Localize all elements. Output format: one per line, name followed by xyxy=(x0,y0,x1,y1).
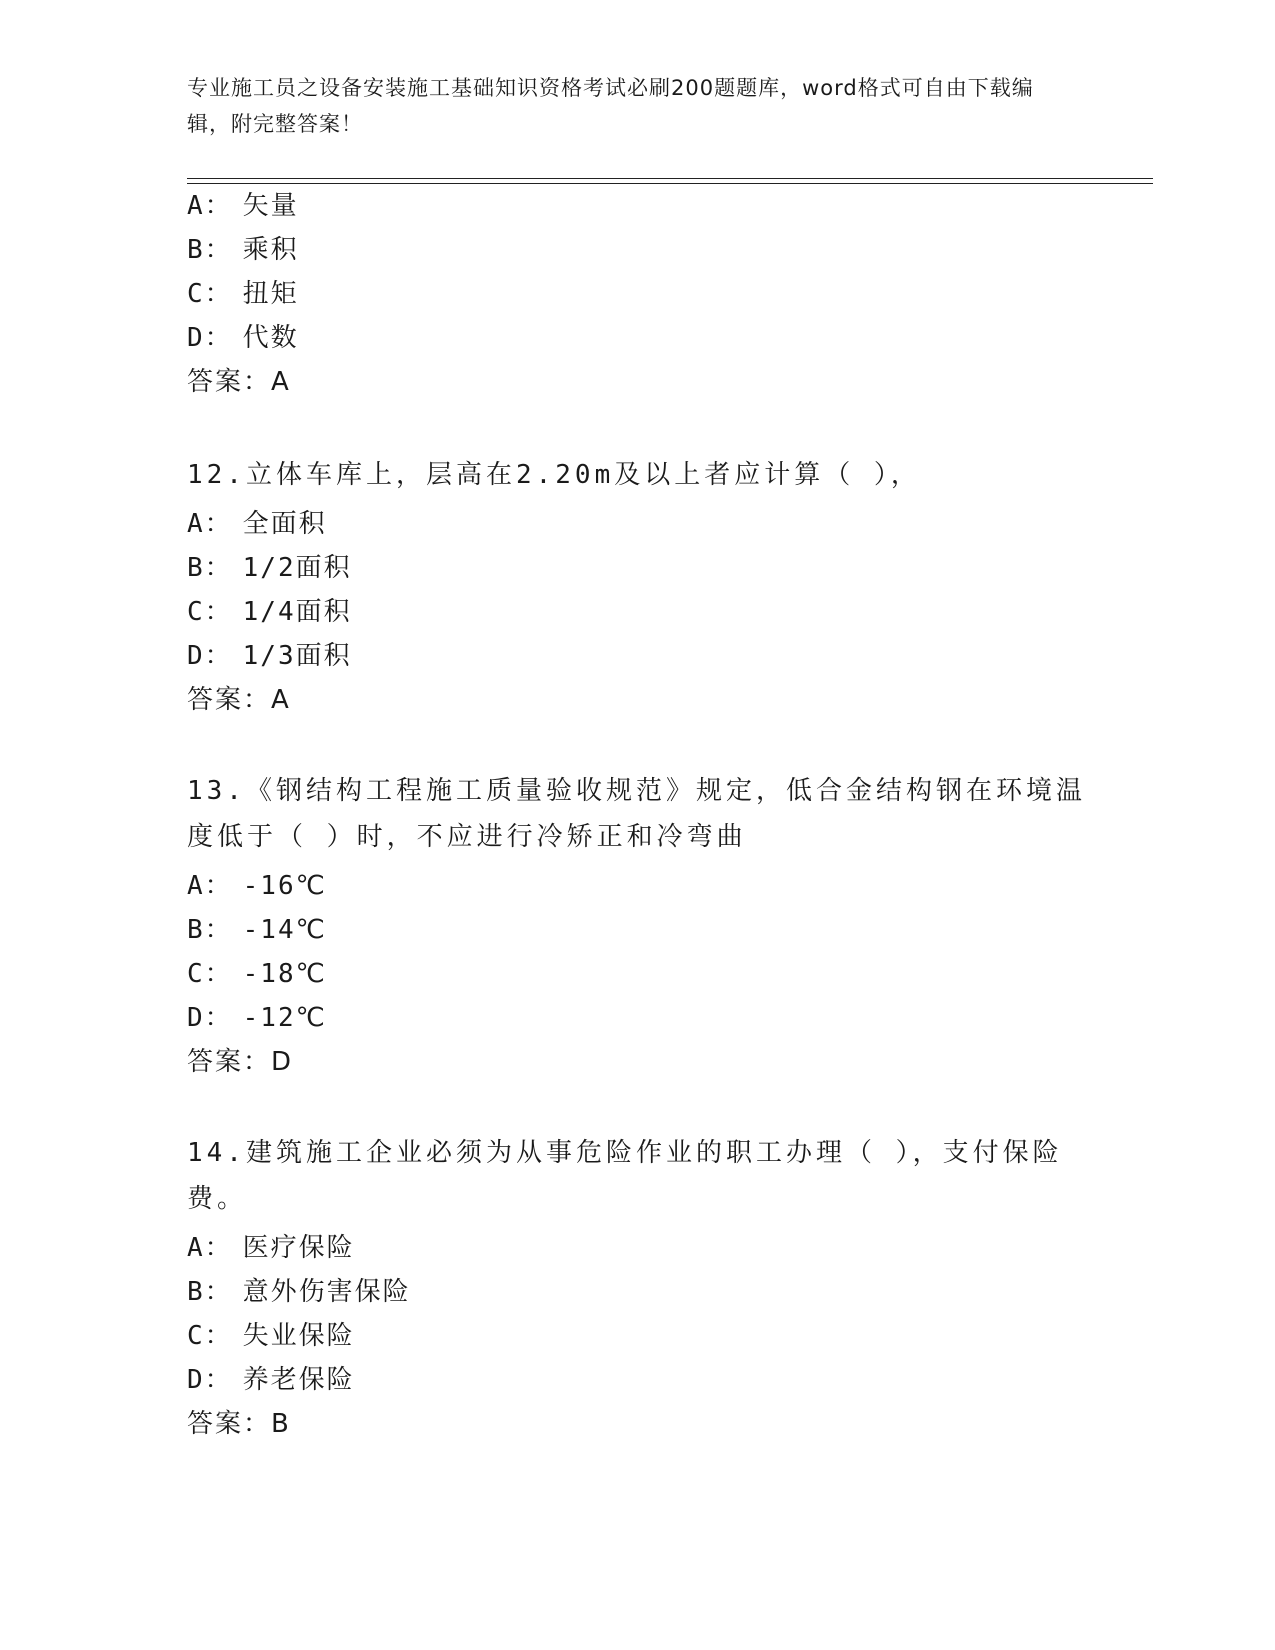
question-14-stem: 14.建筑施工企业必须为从事危险作业的职工办理（ ），支付保险费。 xyxy=(187,1138,1063,1214)
header-divider-bottom xyxy=(187,183,1153,184)
document-title: 专业施工员之设备安装施工基础知识资格考试必刷200题题库，word格式可自由下载编辑，附完整答案！ xyxy=(187,76,1034,136)
question-12-stem: 12.立体车库上，层高在2.20m及以上者应计算（ ）， xyxy=(187,460,921,490)
question-14-option-c: C： 失业保险 xyxy=(187,1321,355,1351)
question-13-option-c: C： -18℃ xyxy=(187,959,327,989)
question-13-option-d: D： -12℃ xyxy=(187,1003,327,1033)
question-11-option-b: B： 乘积 xyxy=(187,235,299,265)
question-14-option-a: A： 医疗保险 xyxy=(187,1233,355,1263)
question-11-option-a: A： 矢量 xyxy=(187,191,299,221)
question-13-stem: 13.《钢结构工程施工质量验收规范》规定，低合金结构钢在环境温度低于（ ）时，不应进行冷矫正和冷弯曲 xyxy=(187,776,1086,852)
question-14-option-b: B： 意外伤害保险 xyxy=(187,1277,411,1307)
question-12-option-d: D： 1/3面积 xyxy=(187,641,352,671)
question-13-option-b: B： -14℃ xyxy=(187,915,327,945)
question-11-answer: 答案：A xyxy=(187,367,291,397)
question-14-answer: 答案：B xyxy=(187,1409,291,1439)
question-12-option-b: B： 1/2面积 xyxy=(187,553,352,583)
question-13-option-a: A： -16℃ xyxy=(187,871,327,901)
question-12-answer: 答案：A xyxy=(187,685,291,715)
question-13-answer: 答案：D xyxy=(187,1047,294,1077)
question-14-option-d: D： 养老保险 xyxy=(187,1365,355,1395)
question-11-option-c: C： 扭矩 xyxy=(187,279,299,309)
question-12-option-a: A： 全面积 xyxy=(187,509,327,539)
question-11-option-d: D： 代数 xyxy=(187,323,299,353)
header-divider-top xyxy=(187,178,1153,179)
question-12-option-c: C： 1/4面积 xyxy=(187,597,352,627)
